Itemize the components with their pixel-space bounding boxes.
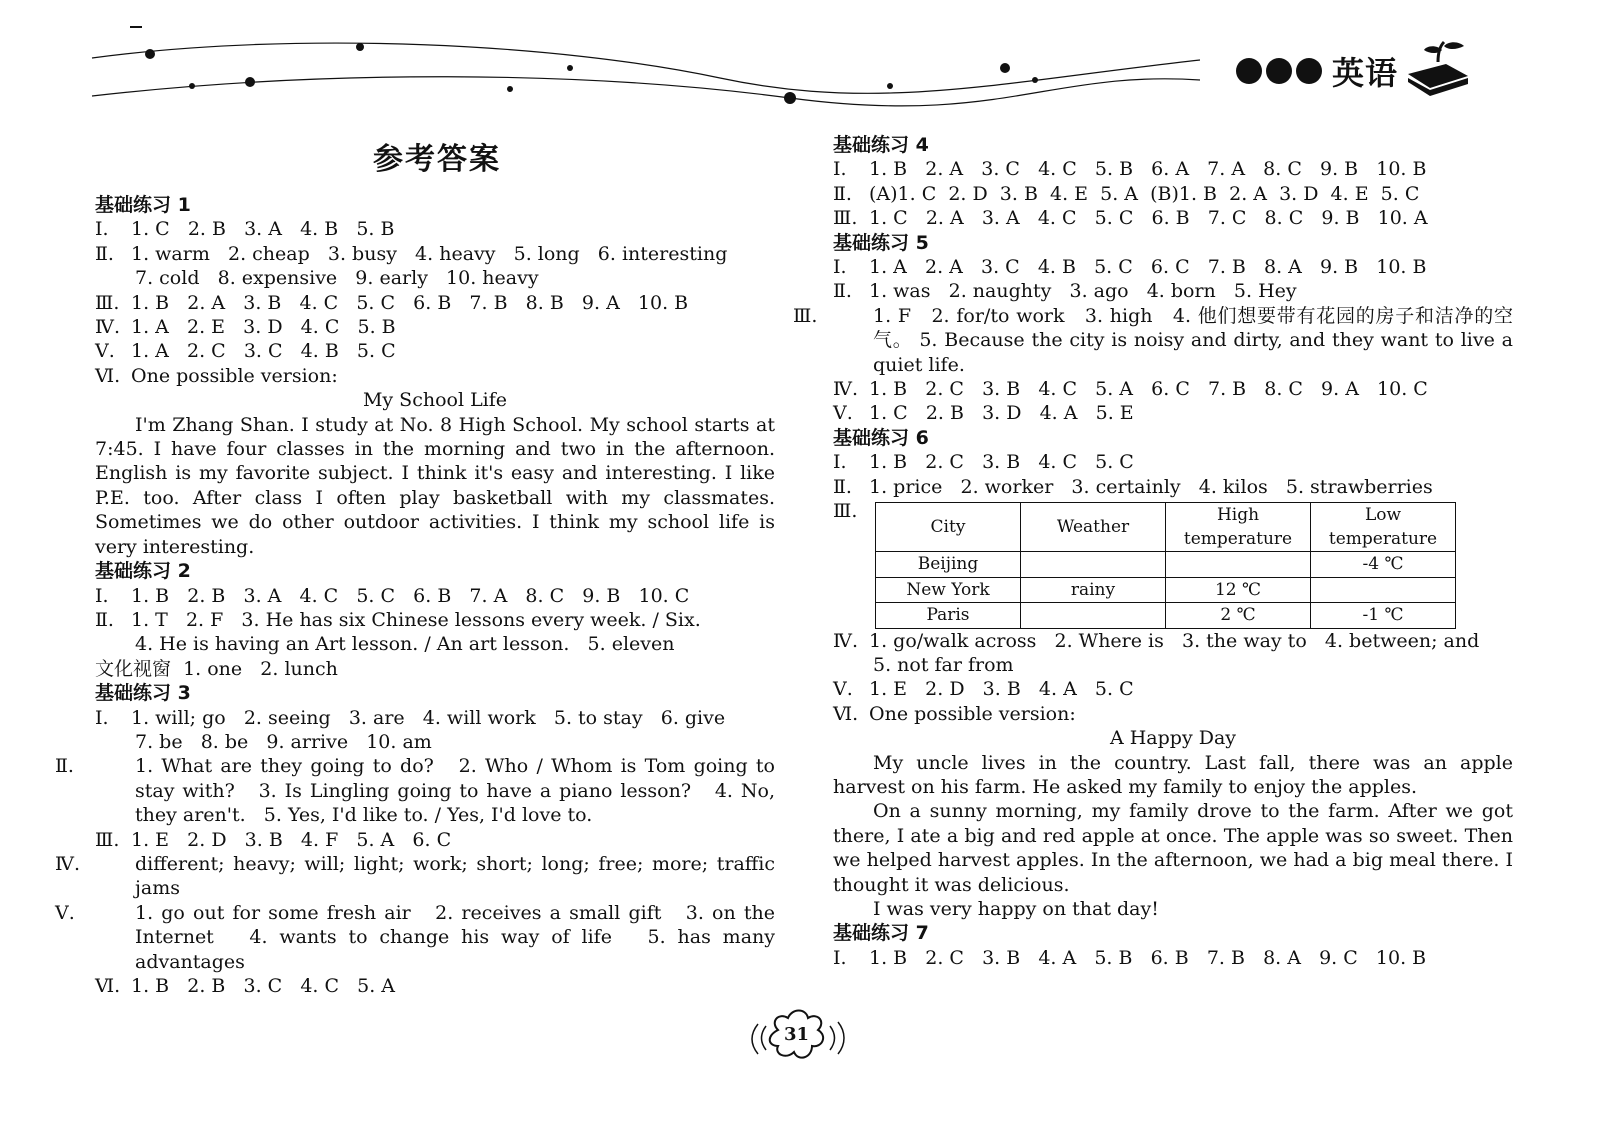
page-number: 31 — [784, 1024, 810, 1045]
roman-numeral: Ⅳ. — [95, 316, 121, 339]
answer-continuation: 5. not far from — [873, 653, 1014, 676]
answer-line — [833, 475, 1513, 499]
roman-numeral: Ⅰ. — [95, 218, 109, 241]
answer-line — [95, 364, 775, 388]
section-heading: 基础练习 4 — [833, 134, 929, 156]
essay-paragraph: On a sunny morning, my family drove to the farm. After we got there, I ate a big and red apple at once. The apple was so sweet. Then we helped harvest apples. In the afternoon, we had a big meal there. I thought it was delicious. — [833, 800, 1513, 896]
table-cell — [1311, 577, 1456, 602]
answer-continuation: 4. He is having an Art lesson. / An art lesson. 5. eleven — [135, 633, 675, 656]
answer-line — [55, 754, 782, 827]
answer-text: 1. go/walk across 2. Where is 3. the way to 4. between; and — [869, 629, 1480, 652]
roman-numeral: Ⅳ. — [55, 852, 81, 875]
roman-numeral: Ⅰ. — [833, 158, 847, 181]
answer-line — [95, 217, 775, 241]
answer-text: 1. B 2. C 3. B 4. A 5. B 6. B 7. B 8. A 9. C 10. B — [869, 946, 1427, 969]
section-heading: 基础练习 3 — [95, 682, 191, 705]
roman-numeral: Ⅲ. — [793, 304, 818, 327]
table-cell — [1021, 603, 1166, 628]
answer-line — [833, 206, 1513, 230]
page-number-badge — [748, 1008, 848, 1068]
section-heading: 基础练习 7 — [833, 922, 929, 945]
answer-text: 1. A 2. E 3. D 4. C 5. B — [131, 316, 396, 339]
roman-numeral: Ⅵ. — [833, 702, 859, 725]
table-cell: New York — [876, 577, 1021, 602]
table-header-cell: Low temperature — [1311, 502, 1456, 552]
answer-line — [833, 157, 1513, 181]
answer-line — [95, 315, 775, 339]
answer-text: 1. B 2. C 3. B 4. C 5. C — [869, 451, 1134, 474]
answer-line — [793, 304, 1520, 377]
answer-line — [833, 401, 1513, 425]
roman-numeral: Ⅱ. — [833, 475, 852, 498]
brand-dot-icon — [1296, 58, 1322, 84]
roman-numeral: Ⅲ. — [95, 828, 120, 851]
roman-numeral: Ⅴ. — [833, 678, 853, 701]
table-header-cell: Weather — [1021, 502, 1166, 552]
table-row — [876, 577, 1456, 602]
answer-line — [833, 182, 1513, 206]
answer-text: (A)1. C 2. D 3. B 4. E 5. A (B)1. B 2. A 3. D 4. E 5. C — [869, 182, 1420, 205]
essay-paragraph: My uncle lives in the country. Last fall, there was an apple harvest on his farm. He asked my family to enjoy the apples. — [833, 751, 1513, 798]
roman-numeral: Ⅴ. — [833, 402, 853, 425]
table-cell: -1 ℃ — [1311, 603, 1456, 628]
essay-title: My School Life — [362, 389, 508, 412]
section-heading: 基础练习 5 — [833, 231, 929, 254]
table-cell: Paris — [876, 603, 1021, 628]
table-cell — [1166, 552, 1311, 577]
answer-text: 1. warm 2. cheap 3. busy 4. heavy 5. long 6. interesting — [131, 242, 728, 265]
answer-text: 1. price 2. worker 3. certainly 4. kilos 5. strawberries — [869, 475, 1433, 498]
roman-numeral: Ⅱ. — [95, 242, 114, 265]
answer-text: 1. C 2. A 3. A 4. C 5. C 6. B 7. C 8. C 9. B 10. A — [869, 207, 1428, 230]
table-cell — [1021, 552, 1166, 577]
answer-table-block — [833, 499, 1513, 628]
answer-text: 1. What are they going to do? 2. Who / Whom is Tom going to stay with? 3. Is Lingling going to have a piano lesson? 4. No, they aren't. 5. Yes, I'd like to. / Yes, I'd love to. — [135, 755, 782, 827]
answer-line — [95, 706, 775, 730]
roman-numeral: Ⅰ. — [833, 946, 847, 969]
table-cell: 12 ℃ — [1166, 577, 1311, 602]
answer-text: 1. A 2. A 3. C 4. B 5. C 6. C 7. B 8. A 9. B 10. B — [869, 256, 1427, 279]
answer-line — [833, 450, 1513, 474]
answer-text: 1. was 2. naughty 3. ago 4. born 5. Hey — [869, 280, 1297, 303]
answer-line — [833, 255, 1513, 279]
answer-text: 1. B 2. C 3. B 4. C 5. A 6. C 7. B 8. C 9. A 10. C — [869, 378, 1428, 401]
answer-line — [95, 828, 775, 852]
brand-dot-icon — [1236, 58, 1262, 84]
answer-line — [833, 629, 1513, 653]
answer-line — [95, 291, 775, 315]
table-header-row — [876, 502, 1456, 552]
roman-numeral: Ⅵ. — [95, 364, 121, 387]
answer-line — [833, 946, 1513, 970]
answer-line — [95, 608, 775, 632]
answer-text: 1. T 2. F 3. He has six Chinese lessons every week. / Six. — [131, 608, 701, 631]
roman-numeral: Ⅳ. — [833, 378, 859, 401]
table-row — [876, 552, 1456, 577]
answer-text: 1. C 2. B 3. D 4. A 5. E — [869, 402, 1134, 425]
answer-table — [875, 502, 1456, 629]
answer-continuation: 7. be 8. be 9. arrive 10. am — [135, 730, 432, 753]
answer-text: 1. B 2. A 3. B 4. C 5. C 6. B 7. B 8. B 9. A 10. B — [131, 291, 689, 314]
page-title: 参考答案 — [373, 142, 501, 177]
answer-text: 1. go out for some fresh air 2. receives a small gift 3. on the Internet 4. wants to change his way of life 5. has many advantages — [135, 901, 782, 973]
answer-line — [55, 852, 782, 901]
table-cell: Beijing — [876, 552, 1021, 577]
answer-text: different; heavy; will; light; work; short; long; free; more; traffic jams — [135, 852, 782, 900]
roman-numeral: Ⅱ. — [55, 755, 74, 778]
table-cell: -4 ℃ — [1311, 552, 1456, 577]
roman-numeral: Ⅱ. — [833, 280, 852, 303]
table-cell: 2 ℃ — [1166, 603, 1311, 628]
books-sprout-icon — [1402, 40, 1472, 102]
answer-line: 文化视窗 1. one 2. lunch — [95, 657, 338, 680]
right-column — [793, 133, 1520, 970]
roman-numeral: Ⅱ. — [833, 182, 852, 205]
roman-numeral: Ⅱ. — [95, 608, 114, 631]
left-column — [55, 193, 782, 998]
answer-text: 1. will; go 2. seeing 3. are 4. will work 5. to stay 6. give — [131, 706, 726, 729]
answer-text: 1. E 2. D 3. B 4. F 5. A 6. C — [131, 828, 452, 851]
section-heading: 基础练习 2 — [95, 560, 191, 583]
answer-text: 1. B 2. B 3. A 4. C 5. C 6. B 7. A 8. C 9. B 10. C — [131, 584, 690, 607]
table-row — [876, 603, 1456, 628]
roman-numeral: Ⅴ. — [95, 340, 115, 363]
answer-text: 1. E 2. D 3. B 4. A 5. C — [869, 678, 1134, 701]
table-cell: rainy — [1021, 577, 1166, 602]
answer-text: One possible version: — [131, 364, 338, 387]
roman-numeral: Ⅲ. — [95, 291, 120, 314]
answer-line — [95, 242, 775, 266]
roman-numeral: Ⅴ. — [55, 901, 75, 924]
subject-label: 英语 — [1332, 54, 1399, 92]
roman-numeral: Ⅰ. — [833, 451, 847, 474]
answer-line — [833, 702, 1513, 726]
table-header-cell: High temperature — [1166, 502, 1311, 552]
essay-title: A Happy Day — [1109, 727, 1237, 750]
answer-text: 1. B 2. A 3. C 4. C 5. B 6. A 7. A 8. C 9. B 10. B — [869, 158, 1427, 181]
brand-dot-icon — [1266, 58, 1292, 84]
answer-text: 1. A 2. C 3. C 4. B 5. C — [131, 340, 396, 363]
answer-continuation: 7. cold 8. expensive 9. early 10. heavy — [135, 267, 539, 290]
answer-text: 1. C 2. B 3. A 4. B 5. B — [131, 218, 395, 241]
answer-line — [55, 901, 782, 974]
section-heading: 基础练习 6 — [833, 426, 929, 449]
subject-brand — [1236, 48, 1472, 94]
roman-numeral: Ⅵ. — [95, 975, 121, 997]
roman-numeral: Ⅰ. — [95, 584, 109, 607]
answer-line — [95, 339, 775, 363]
roman-numeral: Ⅰ. — [95, 706, 109, 729]
roman-numeral: Ⅳ. — [833, 629, 859, 652]
roman-numeral: Ⅰ. — [833, 256, 847, 279]
answer-line — [833, 377, 1513, 401]
answer-line — [95, 584, 775, 608]
answer-text: 1. B 2. B 3. C 4. C 5. A — [131, 975, 396, 997]
section-heading: 基础练习 1 — [95, 194, 191, 216]
roman-numeral: Ⅲ. — [833, 500, 858, 523]
answer-line — [833, 279, 1513, 303]
roman-numeral: Ⅲ. — [833, 207, 858, 230]
answer-text: 1. F 2. for/to work 3. high 4. 他们想要带有花园的房子和洁净的空气。 5. Because the city is noisy and dirty, and they want to live a quiet life. — [873, 304, 1520, 376]
answer-line — [833, 677, 1513, 701]
table-header-cell: City — [876, 502, 1021, 552]
answer-line — [95, 974, 775, 998]
essay-paragraph: I was very happy on that day! — [873, 898, 1159, 920]
answer-text: One possible version: — [869, 702, 1076, 725]
essay-paragraph: I'm Zhang Shan. I study at No. 8 High School. My school starts at 7:45. I have four classes in the morning and two in the afternoon. English is my favorite subject. I think it's easy and interesting. I like P.E. too. After class I often play basketball with my classmates. Sometimes we do other outdoor activities. I think my school life is very interesting. — [95, 413, 775, 558]
